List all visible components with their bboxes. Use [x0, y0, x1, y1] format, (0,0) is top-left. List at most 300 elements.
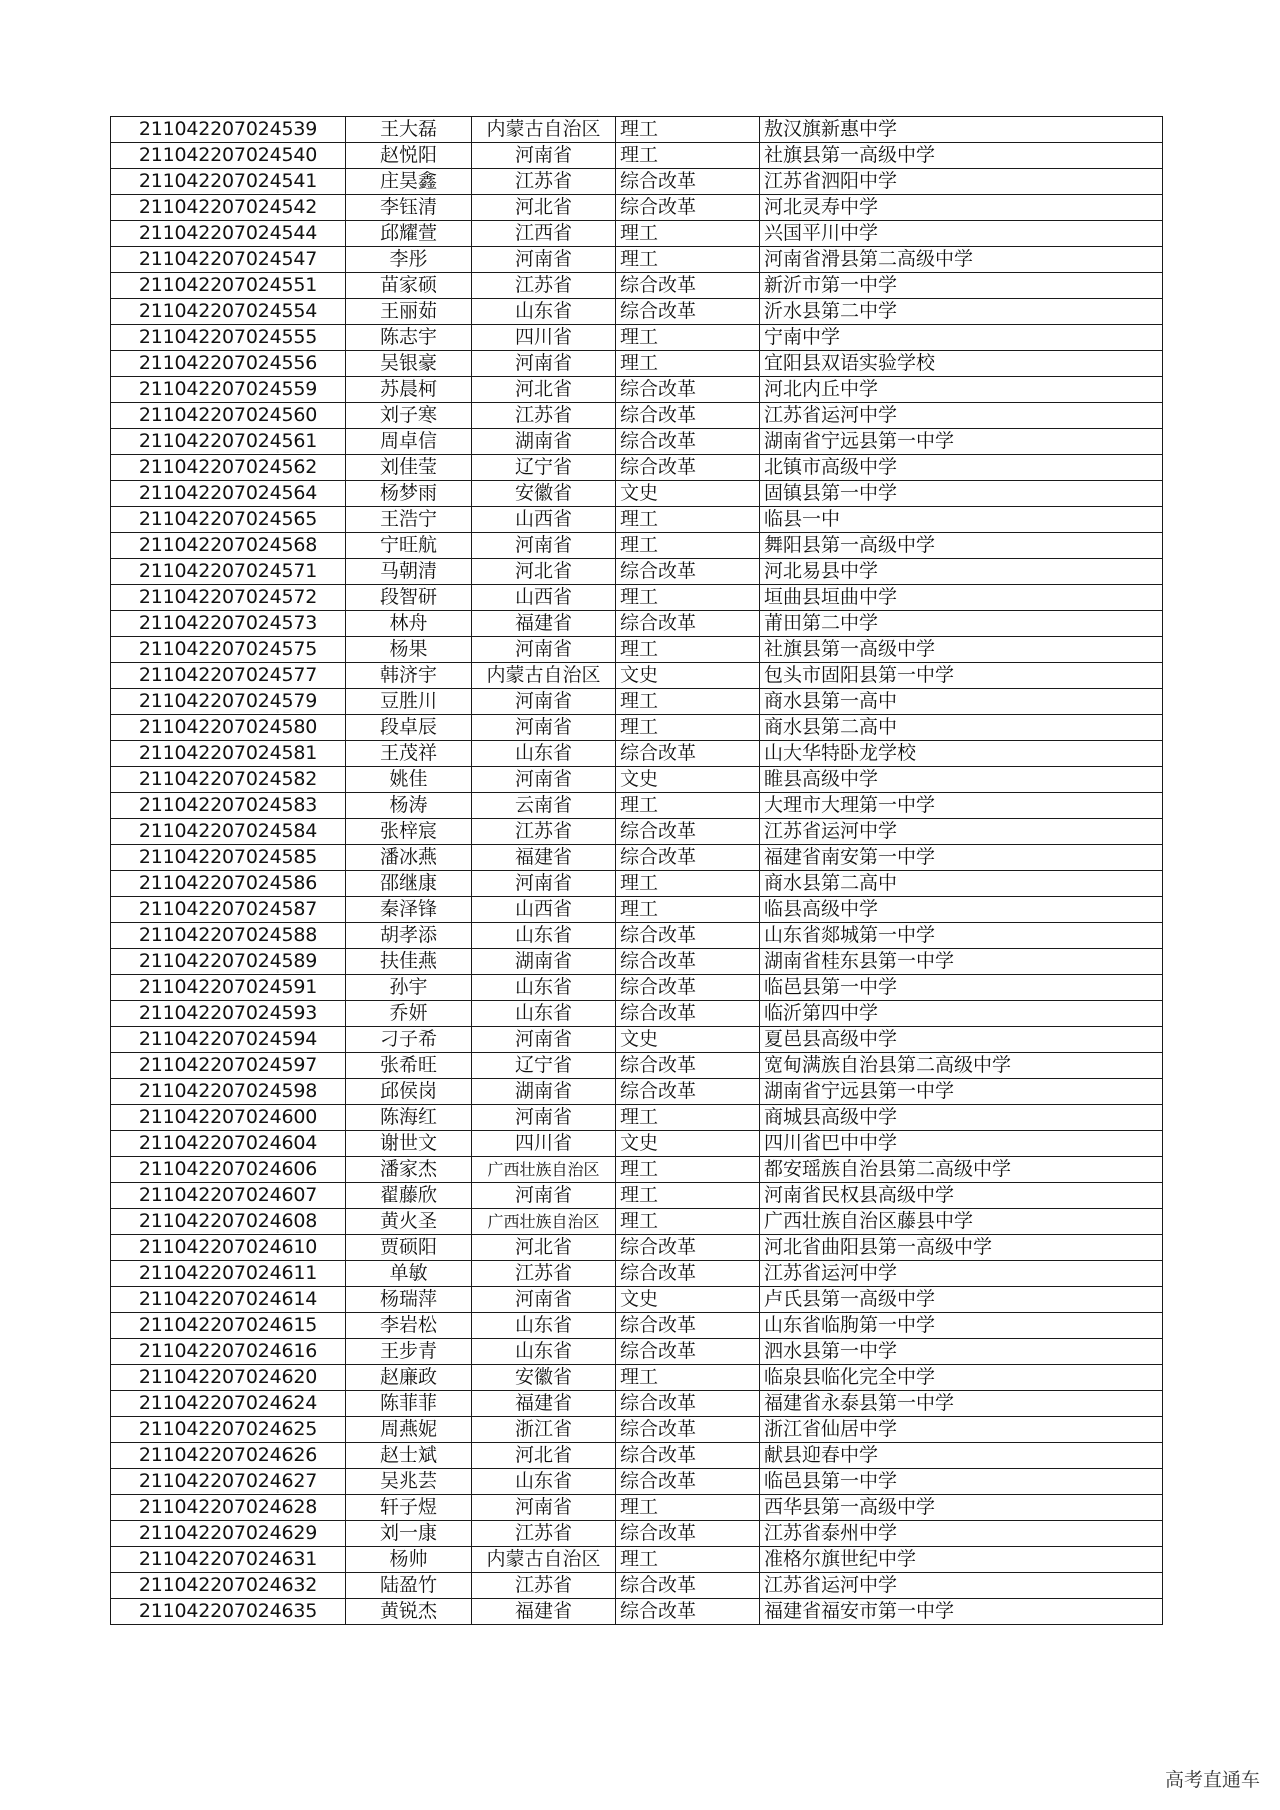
province-cell: 内蒙古自治区 — [472, 663, 616, 689]
subject-track-cell: 理工 — [616, 715, 760, 741]
table-row — [111, 585, 1163, 611]
admission-id-cell: 211042207024600 — [111, 1105, 346, 1131]
subject-track-cell: 理工 — [616, 507, 760, 533]
province-cell: 江苏省 — [472, 819, 616, 845]
table-row — [111, 1339, 1163, 1365]
subject-track-cell: 理工 — [616, 637, 760, 663]
table-row — [111, 1131, 1163, 1157]
school-cell: 四川省巴中中学 — [760, 1131, 1163, 1157]
subject-track-cell: 理工 — [616, 1495, 760, 1521]
province-cell: 河南省 — [472, 1287, 616, 1313]
student-name-cell: 杨梦雨 — [346, 481, 472, 507]
school-cell: 宁南中学 — [760, 325, 1163, 351]
table-row — [111, 975, 1163, 1001]
admission-id-cell: 211042207024564 — [111, 481, 346, 507]
student-name-cell: 黄锐杰 — [346, 1599, 472, 1625]
table-row — [111, 507, 1163, 533]
admission-id-cell: 211042207024597 — [111, 1053, 346, 1079]
school-cell: 河北易县中学 — [760, 559, 1163, 585]
student-name-cell: 周卓信 — [346, 429, 472, 455]
admission-id-cell: 211042207024626 — [111, 1443, 346, 1469]
province-cell: 湖南省 — [472, 949, 616, 975]
school-cell: 兴国平川中学 — [760, 221, 1163, 247]
table-row — [111, 1391, 1163, 1417]
admission-id-cell: 211042207024598 — [111, 1079, 346, 1105]
province-cell: 山西省 — [472, 585, 616, 611]
school-cell: 准格尔旗世纪中学 — [760, 1547, 1163, 1573]
student-name-cell: 李岩松 — [346, 1313, 472, 1339]
admission-id-cell: 211042207024572 — [111, 585, 346, 611]
subject-track-cell: 综合改革 — [616, 1313, 760, 1339]
school-cell: 献县迎春中学 — [760, 1443, 1163, 1469]
subject-track-cell: 综合改革 — [616, 169, 760, 195]
subject-track-cell: 文史 — [616, 1287, 760, 1313]
school-cell: 临邑县第一中学 — [760, 1469, 1163, 1495]
province-cell: 山东省 — [472, 1339, 616, 1365]
student-name-cell: 段卓辰 — [346, 715, 472, 741]
school-cell: 泗水县第一中学 — [760, 1339, 1163, 1365]
school-cell: 江苏省运河中学 — [760, 1261, 1163, 1287]
province-cell: 河南省 — [472, 1183, 616, 1209]
student-name-cell: 张梓宸 — [346, 819, 472, 845]
province-cell: 河南省 — [472, 247, 616, 273]
admission-id-cell: 211042207024606 — [111, 1157, 346, 1183]
student-name-cell: 胡孝添 — [346, 923, 472, 949]
subject-track-cell: 文史 — [616, 767, 760, 793]
student-name-cell: 王浩宁 — [346, 507, 472, 533]
admission-id-cell: 211042207024565 — [111, 507, 346, 533]
province-cell: 河南省 — [472, 351, 616, 377]
student-name-cell: 吴兆芸 — [346, 1469, 472, 1495]
table-row — [111, 1365, 1163, 1391]
admission-id-cell: 211042207024547 — [111, 247, 346, 273]
table-row — [111, 1469, 1163, 1495]
subject-track-cell: 文史 — [616, 1131, 760, 1157]
subject-track-cell: 文史 — [616, 1027, 760, 1053]
subject-track-cell: 理工 — [616, 1157, 760, 1183]
school-cell: 舞阳县第一高级中学 — [760, 533, 1163, 559]
school-cell: 湖南省桂东县第一中学 — [760, 949, 1163, 975]
province-cell: 河北省 — [472, 377, 616, 403]
subject-track-cell: 理工 — [616, 871, 760, 897]
school-cell: 北镇市高级中学 — [760, 455, 1163, 481]
school-cell: 福建省永泰县第一中学 — [760, 1391, 1163, 1417]
province-cell: 江苏省 — [472, 1521, 616, 1547]
school-cell: 湖南省宁远县第一中学 — [760, 1079, 1163, 1105]
admission-id-cell: 211042207024588 — [111, 923, 346, 949]
subject-track-cell: 理工 — [616, 533, 760, 559]
table-row — [111, 117, 1163, 143]
province-cell: 福建省 — [472, 611, 616, 637]
school-cell: 包头市固阳县第一中学 — [760, 663, 1163, 689]
admission-id-cell: 211042207024583 — [111, 793, 346, 819]
student-name-cell: 翟藤欣 — [346, 1183, 472, 1209]
province-cell: 安徽省 — [472, 1365, 616, 1391]
table-row — [111, 1053, 1163, 1079]
province-cell: 四川省 — [472, 1131, 616, 1157]
school-cell: 垣曲县垣曲中学 — [760, 585, 1163, 611]
subject-track-cell: 综合改革 — [616, 195, 760, 221]
province-cell: 四川省 — [472, 325, 616, 351]
subject-track-cell: 综合改革 — [616, 741, 760, 767]
school-cell: 山大华特卧龙学校 — [760, 741, 1163, 767]
province-cell: 山东省 — [472, 923, 616, 949]
school-cell: 山东省郯城第一中学 — [760, 923, 1163, 949]
subject-track-cell: 综合改革 — [616, 1443, 760, 1469]
subject-track-cell: 综合改革 — [616, 403, 760, 429]
table-row — [111, 1183, 1163, 1209]
student-name-cell: 韩济宇 — [346, 663, 472, 689]
admission-id-cell: 211042207024611 — [111, 1261, 346, 1287]
student-name-cell: 刘子寒 — [346, 403, 472, 429]
table-row — [111, 1027, 1163, 1053]
school-cell: 沂水县第二中学 — [760, 299, 1163, 325]
school-cell: 湖南省宁远县第一中学 — [760, 429, 1163, 455]
province-cell: 内蒙古自治区 — [472, 1547, 616, 1573]
table-row — [111, 1235, 1163, 1261]
province-cell: 安徽省 — [472, 481, 616, 507]
roster-table-body — [111, 117, 1163, 1625]
subject-track-cell: 理工 — [616, 897, 760, 923]
table-row — [111, 1599, 1163, 1625]
admission-id-cell: 211042207024616 — [111, 1339, 346, 1365]
province-cell: 湖南省 — [472, 429, 616, 455]
student-name-cell: 杨果 — [346, 637, 472, 663]
student-name-cell: 王丽茹 — [346, 299, 472, 325]
admission-id-cell: 211042207024560 — [111, 403, 346, 429]
table-row — [111, 793, 1163, 819]
table-row — [111, 689, 1163, 715]
subject-track-cell: 理工 — [616, 247, 760, 273]
table-row — [111, 559, 1163, 585]
table-row — [111, 1287, 1163, 1313]
subject-track-cell: 综合改革 — [616, 819, 760, 845]
school-cell: 固镇县第一中学 — [760, 481, 1163, 507]
school-cell: 莆田第二中学 — [760, 611, 1163, 637]
subject-track-cell: 理工 — [616, 1105, 760, 1131]
student-name-cell: 豆胜川 — [346, 689, 472, 715]
student-name-cell: 姚佳 — [346, 767, 472, 793]
school-cell: 临沂第四中学 — [760, 1001, 1163, 1027]
subject-track-cell: 综合改革 — [616, 1573, 760, 1599]
student-name-cell: 刘一康 — [346, 1521, 472, 1547]
admission-id-cell: 211042207024615 — [111, 1313, 346, 1339]
admission-id-cell: 211042207024581 — [111, 741, 346, 767]
subject-track-cell: 理工 — [616, 1183, 760, 1209]
table-row — [111, 741, 1163, 767]
school-cell: 江苏省运河中学 — [760, 819, 1163, 845]
student-name-cell: 扶佳燕 — [346, 949, 472, 975]
table-row — [111, 221, 1163, 247]
province-cell: 河北省 — [472, 1235, 616, 1261]
admission-id-cell: 211042207024541 — [111, 169, 346, 195]
province-cell: 云南省 — [472, 793, 616, 819]
student-name-cell: 乔妍 — [346, 1001, 472, 1027]
student-name-cell: 吴银豪 — [346, 351, 472, 377]
school-cell: 临泉县临化完全中学 — [760, 1365, 1163, 1391]
province-cell: 河北省 — [472, 559, 616, 585]
student-name-cell: 庄昊鑫 — [346, 169, 472, 195]
student-name-cell: 黄火圣 — [346, 1209, 472, 1235]
admission-id-cell: 211042207024584 — [111, 819, 346, 845]
subject-track-cell: 理工 — [616, 793, 760, 819]
admission-id-cell: 211042207024625 — [111, 1417, 346, 1443]
subject-track-cell: 综合改革 — [616, 845, 760, 871]
province-cell: 辽宁省 — [472, 1053, 616, 1079]
admission-id-cell: 211042207024542 — [111, 195, 346, 221]
subject-track-cell: 综合改革 — [616, 1261, 760, 1287]
school-cell: 江苏省泰州中学 — [760, 1521, 1163, 1547]
province-cell: 河北省 — [472, 195, 616, 221]
student-name-cell: 张希旺 — [346, 1053, 472, 1079]
subject-track-cell: 理工 — [616, 221, 760, 247]
province-cell: 山东省 — [472, 741, 616, 767]
province-cell: 辽宁省 — [472, 455, 616, 481]
subject-track-cell: 理工 — [616, 585, 760, 611]
table-row — [111, 1313, 1163, 1339]
student-name-cell: 马朝清 — [346, 559, 472, 585]
subject-track-cell: 综合改革 — [616, 923, 760, 949]
admission-id-cell: 211042207024555 — [111, 325, 346, 351]
student-name-cell: 赵士斌 — [346, 1443, 472, 1469]
student-name-cell: 秦泽锋 — [346, 897, 472, 923]
province-cell: 广西壮族自治区 — [472, 1209, 616, 1235]
province-cell: 山西省 — [472, 507, 616, 533]
subject-track-cell: 综合改革 — [616, 273, 760, 299]
student-name-cell: 赵悦阳 — [346, 143, 472, 169]
subject-track-cell: 综合改革 — [616, 377, 760, 403]
student-name-cell: 陆盈竹 — [346, 1573, 472, 1599]
student-name-cell: 王茂祥 — [346, 741, 472, 767]
subject-track-cell: 综合改革 — [616, 1599, 760, 1625]
subject-track-cell: 综合改革 — [616, 1079, 760, 1105]
student-name-cell: 潘冰燕 — [346, 845, 472, 871]
school-cell: 商城县高级中学 — [760, 1105, 1163, 1131]
student-name-cell: 王步青 — [346, 1339, 472, 1365]
school-cell: 河南省滑县第二高级中学 — [760, 247, 1163, 273]
admission-id-cell: 211042207024559 — [111, 377, 346, 403]
student-name-cell: 陈海红 — [346, 1105, 472, 1131]
table-row — [111, 403, 1163, 429]
table-row — [111, 1521, 1163, 1547]
school-cell: 河北内丘中学 — [760, 377, 1163, 403]
student-name-cell: 林舟 — [346, 611, 472, 637]
admission-id-cell: 211042207024610 — [111, 1235, 346, 1261]
student-name-cell: 赵廉政 — [346, 1365, 472, 1391]
table-row — [111, 195, 1163, 221]
admission-id-cell: 211042207024571 — [111, 559, 346, 585]
table-row — [111, 273, 1163, 299]
province-cell: 山西省 — [472, 897, 616, 923]
province-cell: 内蒙古自治区 — [472, 117, 616, 143]
school-cell: 都安瑶族自治县第二高级中学 — [760, 1157, 1163, 1183]
subject-track-cell: 综合改革 — [616, 429, 760, 455]
province-cell: 山东省 — [472, 299, 616, 325]
province-cell: 河南省 — [472, 637, 616, 663]
admission-id-cell: 211042207024544 — [111, 221, 346, 247]
table-row — [111, 1417, 1163, 1443]
school-cell: 社旗县第一高级中学 — [760, 143, 1163, 169]
admission-id-cell: 211042207024561 — [111, 429, 346, 455]
student-name-cell: 贾硕阳 — [346, 1235, 472, 1261]
table-row — [111, 1495, 1163, 1521]
admission-id-cell: 211042207024589 — [111, 949, 346, 975]
admission-id-cell: 211042207024607 — [111, 1183, 346, 1209]
school-cell: 商水县第二高中 — [760, 871, 1163, 897]
province-cell: 江苏省 — [472, 1261, 616, 1287]
school-cell: 江苏省运河中学 — [760, 1573, 1163, 1599]
table-row — [111, 481, 1163, 507]
school-cell: 临县一中 — [760, 507, 1163, 533]
table-row — [111, 351, 1163, 377]
table-row — [111, 325, 1163, 351]
table-row — [111, 663, 1163, 689]
admission-id-cell: 211042207024628 — [111, 1495, 346, 1521]
admission-id-cell: 211042207024604 — [111, 1131, 346, 1157]
student-name-cell: 段智研 — [346, 585, 472, 611]
admission-id-cell: 211042207024577 — [111, 663, 346, 689]
school-cell: 大理市大理第一中学 — [760, 793, 1163, 819]
student-name-cell: 宁旺航 — [346, 533, 472, 559]
province-cell: 广西壮族自治区 — [472, 1157, 616, 1183]
province-cell: 福建省 — [472, 845, 616, 871]
student-name-cell: 杨瑞萍 — [346, 1287, 472, 1313]
province-cell: 山东省 — [472, 1001, 616, 1027]
subject-track-cell: 理工 — [616, 143, 760, 169]
province-cell: 河南省 — [472, 871, 616, 897]
watermark-text: 高考直通车 — [1164, 1769, 1260, 1791]
admission-id-cell: 211042207024586 — [111, 871, 346, 897]
school-cell: 河北省曲阳县第一高级中学 — [760, 1235, 1163, 1261]
school-cell: 临县高级中学 — [760, 897, 1163, 923]
admission-id-cell: 211042207024551 — [111, 273, 346, 299]
province-cell: 河南省 — [472, 715, 616, 741]
student-name-cell: 孙宇 — [346, 975, 472, 1001]
school-cell: 河南省民权县高级中学 — [760, 1183, 1163, 1209]
province-cell: 福建省 — [472, 1391, 616, 1417]
subject-track-cell: 理工 — [616, 1547, 760, 1573]
admission-id-cell: 211042207024593 — [111, 1001, 346, 1027]
student-name-cell: 杨涛 — [346, 793, 472, 819]
school-cell: 河北灵寿中学 — [760, 195, 1163, 221]
province-cell: 浙江省 — [472, 1417, 616, 1443]
student-name-cell: 陈志宇 — [346, 325, 472, 351]
subject-track-cell: 综合改革 — [616, 1417, 760, 1443]
province-cell: 江苏省 — [472, 169, 616, 195]
table-row — [111, 715, 1163, 741]
subject-track-cell: 综合改革 — [616, 1521, 760, 1547]
student-name-cell: 苗家硕 — [346, 273, 472, 299]
student-name-cell: 邱耀萱 — [346, 221, 472, 247]
student-name-cell: 刘佳莹 — [346, 455, 472, 481]
subject-track-cell: 综合改革 — [616, 559, 760, 585]
province-cell: 河北省 — [472, 1443, 616, 1469]
school-cell: 西华县第一高级中学 — [760, 1495, 1163, 1521]
table-row — [111, 1443, 1163, 1469]
table-row — [111, 923, 1163, 949]
table-row — [111, 1001, 1163, 1027]
admission-id-cell: 211042207024620 — [111, 1365, 346, 1391]
subject-track-cell: 理工 — [616, 325, 760, 351]
school-cell: 广西壮族自治区藤县中学 — [760, 1209, 1163, 1235]
admission-id-cell: 211042207024575 — [111, 637, 346, 663]
table-row — [111, 845, 1163, 871]
student-name-cell: 轩子煜 — [346, 1495, 472, 1521]
admission-id-cell: 211042207024629 — [111, 1521, 346, 1547]
school-cell: 卢氏县第一高级中学 — [760, 1287, 1163, 1313]
school-cell: 临邑县第一中学 — [760, 975, 1163, 1001]
school-cell: 宽甸满族自治县第二高级中学 — [760, 1053, 1163, 1079]
province-cell: 江西省 — [472, 221, 616, 247]
school-cell: 宜阳县双语实验学校 — [760, 351, 1163, 377]
table-row — [111, 247, 1163, 273]
subject-track-cell: 理工 — [616, 1209, 760, 1235]
admission-id-cell: 211042207024554 — [111, 299, 346, 325]
school-cell: 浙江省仙居中学 — [760, 1417, 1163, 1443]
school-cell: 山东省临朐第一中学 — [760, 1313, 1163, 1339]
province-cell: 河南省 — [472, 1105, 616, 1131]
student-name-cell: 谢世文 — [346, 1131, 472, 1157]
province-cell: 江苏省 — [472, 403, 616, 429]
table-row — [111, 377, 1163, 403]
admission-id-cell: 211042207024624 — [111, 1391, 346, 1417]
admission-id-cell: 211042207024587 — [111, 897, 346, 923]
subject-track-cell: 综合改革 — [616, 1469, 760, 1495]
student-name-cell: 李彤 — [346, 247, 472, 273]
subject-track-cell: 综合改革 — [616, 611, 760, 637]
student-name-cell: 刁子希 — [346, 1027, 472, 1053]
student-name-cell: 李钰清 — [346, 195, 472, 221]
province-cell: 河南省 — [472, 1495, 616, 1521]
school-cell: 福建省福安市第一中学 — [760, 1599, 1163, 1625]
subject-track-cell: 综合改革 — [616, 975, 760, 1001]
student-name-cell: 邱侯岗 — [346, 1079, 472, 1105]
subject-track-cell: 综合改革 — [616, 455, 760, 481]
school-cell: 敖汉旗新惠中学 — [760, 117, 1163, 143]
subject-track-cell: 文史 — [616, 663, 760, 689]
table-row — [111, 533, 1163, 559]
subject-track-cell: 理工 — [616, 1365, 760, 1391]
table-row — [111, 143, 1163, 169]
admission-id-cell: 211042207024608 — [111, 1209, 346, 1235]
province-cell: 江苏省 — [472, 1573, 616, 1599]
subject-track-cell: 综合改革 — [616, 1339, 760, 1365]
admission-id-cell: 211042207024556 — [111, 351, 346, 377]
admission-id-cell: 211042207024614 — [111, 1287, 346, 1313]
table-row — [111, 819, 1163, 845]
school-cell: 社旗县第一高级中学 — [760, 637, 1163, 663]
table-row — [111, 1079, 1163, 1105]
province-cell: 山东省 — [472, 975, 616, 1001]
province-cell: 湖南省 — [472, 1079, 616, 1105]
admission-id-cell: 211042207024635 — [111, 1599, 346, 1625]
table-row — [111, 949, 1163, 975]
province-cell: 江苏省 — [472, 273, 616, 299]
province-cell: 山东省 — [472, 1469, 616, 1495]
student-name-cell: 杨帅 — [346, 1547, 472, 1573]
admission-id-cell: 211042207024627 — [111, 1469, 346, 1495]
province-cell: 河南省 — [472, 143, 616, 169]
admission-id-cell: 211042207024540 — [111, 143, 346, 169]
subject-track-cell: 文史 — [616, 481, 760, 507]
admission-id-cell: 211042207024585 — [111, 845, 346, 871]
admission-id-cell: 211042207024568 — [111, 533, 346, 559]
admission-id-cell: 211042207024582 — [111, 767, 346, 793]
subject-track-cell: 理工 — [616, 351, 760, 377]
subject-track-cell: 综合改革 — [616, 949, 760, 975]
admission-id-cell: 211042207024591 — [111, 975, 346, 1001]
school-cell: 睢县高级中学 — [760, 767, 1163, 793]
